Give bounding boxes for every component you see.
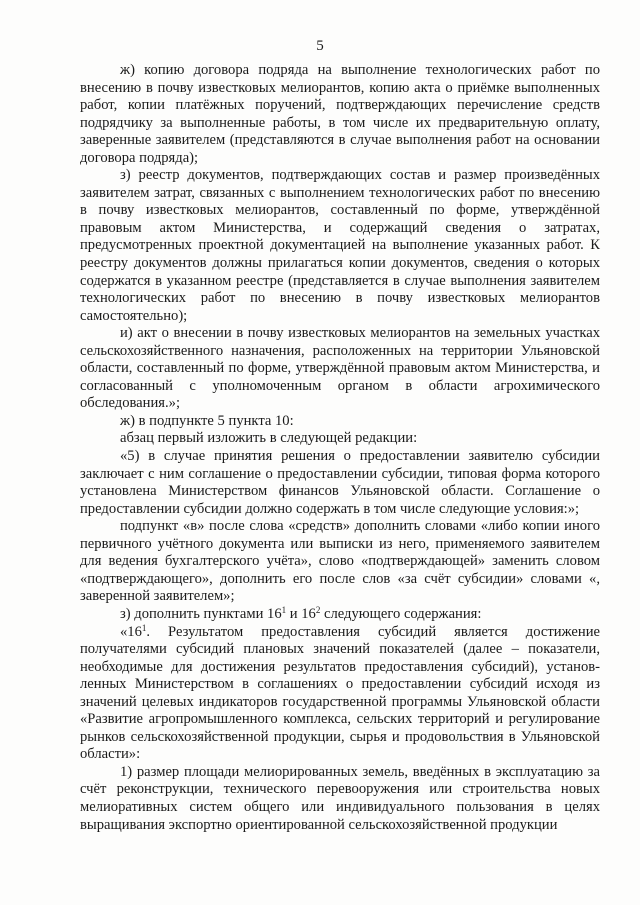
paragraph-first-abzac: абзац первый изложить в следующей редакции: <box>120 430 418 447</box>
page-number: 5 <box>316 38 324 54</box>
paragraph-zh-contract: ж) копию договора подряда на выполнение технологических работ по внесению в почву известковых мелиорантов, копию акта о приёмке выполненных работ, копии платёжных поручений, подтверждающих перечисление средств подрядчику за выполненные работы, в том числе их предварительную оплату, заверенные заявителем (представляются в случае выполнения работ на основании договора подряда); <box>80 62 600 166</box>
paragraph-item-1: 1) размер площади мелиорированных земель, введённых в эксплуатацию за счёт реконструкции, технического перевооружения или строительства новых мелиоративных систем общего или индивидуального пользования в целях выращивания экспортно ориентированной сельскохозяйственной продукции <box>80 763 600 833</box>
paragraph-i-act: и) акт о внесении в почву известковых мелиорантов на земельных участках сельскохозяйственного назначения, расположенных на территории Ульяновской области, составленный по форме, утверждённой правовым актом Министерства, и согласованный с уполномоченным органом в области агрохимического обследования.»; <box>80 325 600 412</box>
paragraph-subpoint-v: подпункт «в» после слова «средств» дополнить словами «либо копии иного первичного учётного документа или выписки из него, применяемого заявителем для ведения бухгалтерского учёта», слово «подтверждающей» заменить словом «подтверждающего», дополнить его после слов «за счёт субсидии» словами «, заверенной заявителем»; <box>80 518 600 605</box>
paragraph-zh-subpoint: ж) в подпункте 5 пункта 10: <box>120 412 294 429</box>
paragraph-16-1: «$16^1$. Результатом предоставления субсидий является достижение получателями субсидий плановых значений показателей (далее – показатели, необходимые для достижения результатов предоставления субсидий), установ-ленных Министерством в соглашениях о предоставлении субсидий исходя из значений целевых индикаторов государственной программы Ульяновской области «Развитие агропромышленного комплекса, сельских территорий и регулирование рынков сельскохозяйственной продукции, сырья и продовольствия в Ульяновской области»: <box>80 622 600 763</box>
paragraph-z-registry: з) реестр документов, подтверждающих состав и размер произведённых заявителем затрат, связанных с выполнением технологических работ по внесению в почву известковых мелиорантов, составленный по форме, утверждённой правовым актом Министерства, и содержащий сведения о затратах, предусмотренных проектной документацией на выполнение указанных работ. К реестру документов должны прилагаться копии документов, сведения о которых содержатся в указанном реестре (представляется в случае выполнения заявителем технологических работ по внесению в почву известковых мелиорантов самостоятельно); <box>80 167 600 324</box>
document-body <box>80 62 600 834</box>
paragraph-quote-5: «5) в случае принятия решения о предоставлении заявителю субсидии заключает с ним соглашение о предоставлении субсидии, типовая форма которого установлена Министерством финансов Ульяновской области. Соглашение о предоставлении субсидии должно содержать в том числе следующие условия:»; <box>80 448 600 517</box>
paragraph-z-supplement: з) дополнить пунктами $16^1$ и $16^2$ следующего содержания: <box>120 604 482 622</box>
